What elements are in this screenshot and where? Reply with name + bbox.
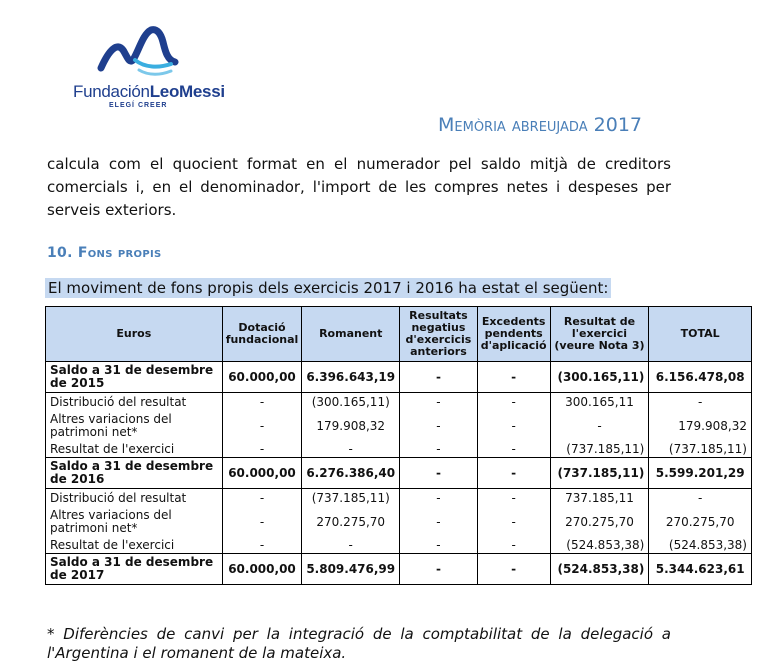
table-header-row <box>46 307 752 362</box>
table-header-cell: Romanent <box>302 307 400 362</box>
table-cell: - <box>400 441 478 458</box>
table-cell: - <box>222 537 302 554</box>
table-cell: 6.156.478,08 <box>649 362 752 393</box>
table-cell: - <box>477 537 550 554</box>
table-row <box>46 362 752 393</box>
table-cell: - <box>400 489 478 508</box>
table-cell: 270.275,70 <box>550 507 649 537</box>
table-row <box>46 507 752 537</box>
table-cell: - <box>400 362 478 393</box>
table-cell: - <box>477 489 550 508</box>
table-cell: (524.853,38) <box>550 537 649 554</box>
table-cell: - <box>477 507 550 537</box>
table-cell: 60.000,00 <box>222 554 302 585</box>
table-cell: 5.599.201,29 <box>649 458 752 489</box>
logo-name: FundaciónLeoMessi <box>73 82 225 101</box>
table-cell: (737.185,11) <box>649 441 752 458</box>
table-header-cell: Resultats negatius d'exercicis anteriors <box>400 307 478 362</box>
table-cell: 179.908,32 <box>649 411 752 441</box>
section-intro: El moviment de fons propis dels exercicis 2017 i 2016 ha estat el següent: <box>45 278 611 298</box>
row-label: Resultat de l'exercici <box>46 441 223 458</box>
table-cell: - <box>222 411 302 441</box>
equity-movement-table <box>45 306 752 585</box>
row-label: Saldo a 31 de desembre de 2017 <box>46 554 223 585</box>
foundation-logo <box>73 20 225 110</box>
table-cell: - <box>477 411 550 441</box>
table-cell: - <box>477 393 550 412</box>
table-cell: - <box>400 393 478 412</box>
table-cell: - <box>550 411 649 441</box>
table-header-cell: Euros <box>46 307 223 362</box>
table-cell: 60.000,00 <box>222 362 302 393</box>
table-cell: - <box>222 489 302 508</box>
table-cell: (300.165,11) <box>302 393 400 412</box>
table-cell: 179.908,32 <box>302 411 400 441</box>
table-cell: - <box>400 458 478 489</box>
table-cell: - <box>302 537 400 554</box>
document-header-title: Memòria abreujada 2017 <box>438 114 642 136</box>
table-cell: 737.185,11 <box>550 489 649 508</box>
table-cell: - <box>649 489 752 508</box>
table-cell: - <box>400 411 478 441</box>
table-cell: - <box>222 441 302 458</box>
table-row <box>46 489 752 508</box>
table-cell: (524.853,38) <box>550 554 649 585</box>
section-title: 10. Fons propis <box>47 245 162 261</box>
row-label: Distribució del resultat <box>46 393 223 412</box>
table-cell: (737.185,11) <box>550 441 649 458</box>
table-cell: 300.165,11 <box>550 393 649 412</box>
table-header-cell: TOTAL <box>649 307 752 362</box>
table-cell: (737.185,11) <box>302 489 400 508</box>
table-cell: (737.185,11) <box>550 458 649 489</box>
table-cell: 60.000,00 <box>222 458 302 489</box>
row-label: Altres variacions del patrimoni net* <box>46 411 223 441</box>
table-cell: 6.276.386,40 <box>302 458 400 489</box>
table-row <box>46 554 752 585</box>
table-cell: - <box>477 458 550 489</box>
table-header-cell: Excedents pendents d'aplicació <box>477 307 550 362</box>
footnote: * Diferències de canvi per la integració de la comptabilitat de la delegació a l'Argentina i el romanent de la mateixa. <box>47 625 671 662</box>
table-cell: - <box>649 393 752 412</box>
table-row <box>46 411 752 441</box>
table-header-cell: Dotació fundacional <box>222 307 302 362</box>
table-cell: - <box>477 554 550 585</box>
table-cell: (524.853,38) <box>649 537 752 554</box>
body-paragraph: calcula com el quocient format en el numerador pel saldo mitjà de creditors comercials i, en el denominador, l'import de les compres netes i despeses per serveis exteriors. <box>47 155 671 219</box>
table-cell: - <box>400 537 478 554</box>
table-cell: - <box>477 441 550 458</box>
table-cell: 270.275,70 <box>649 507 752 537</box>
table-cell: 270.275,70 <box>302 507 400 537</box>
table-cell: 5.809.476,99 <box>302 554 400 585</box>
table-cell: - <box>302 441 400 458</box>
table-header-cell: Resultat de l'exercici (veure Nota 3) <box>550 307 649 362</box>
table-cell: 5.344.623,61 <box>649 554 752 585</box>
row-label: Saldo a 31 de desembre de 2016 <box>46 458 223 489</box>
table-cell: - <box>222 393 302 412</box>
logo-mark-icon <box>95 20 185 80</box>
table-cell: - <box>477 362 550 393</box>
table-cell: - <box>400 554 478 585</box>
row-label: Resultat de l'exercici <box>46 537 223 554</box>
table-cell: 6.396.643,19 <box>302 362 400 393</box>
row-label: Saldo a 31 de desembre de 2015 <box>46 362 223 393</box>
table-cell: - <box>400 507 478 537</box>
table-row <box>46 458 752 489</box>
row-label: Distribució del resultat <box>46 489 223 508</box>
row-label: Altres variacions del patrimoni net* <box>46 507 223 537</box>
table-cell: (300.165,11) <box>550 362 649 393</box>
table-row <box>46 441 752 458</box>
table-cell: - <box>222 507 302 537</box>
table-row <box>46 393 752 412</box>
table-row <box>46 537 752 554</box>
logo-tagline: ELEGÍ CREER <box>109 102 168 109</box>
